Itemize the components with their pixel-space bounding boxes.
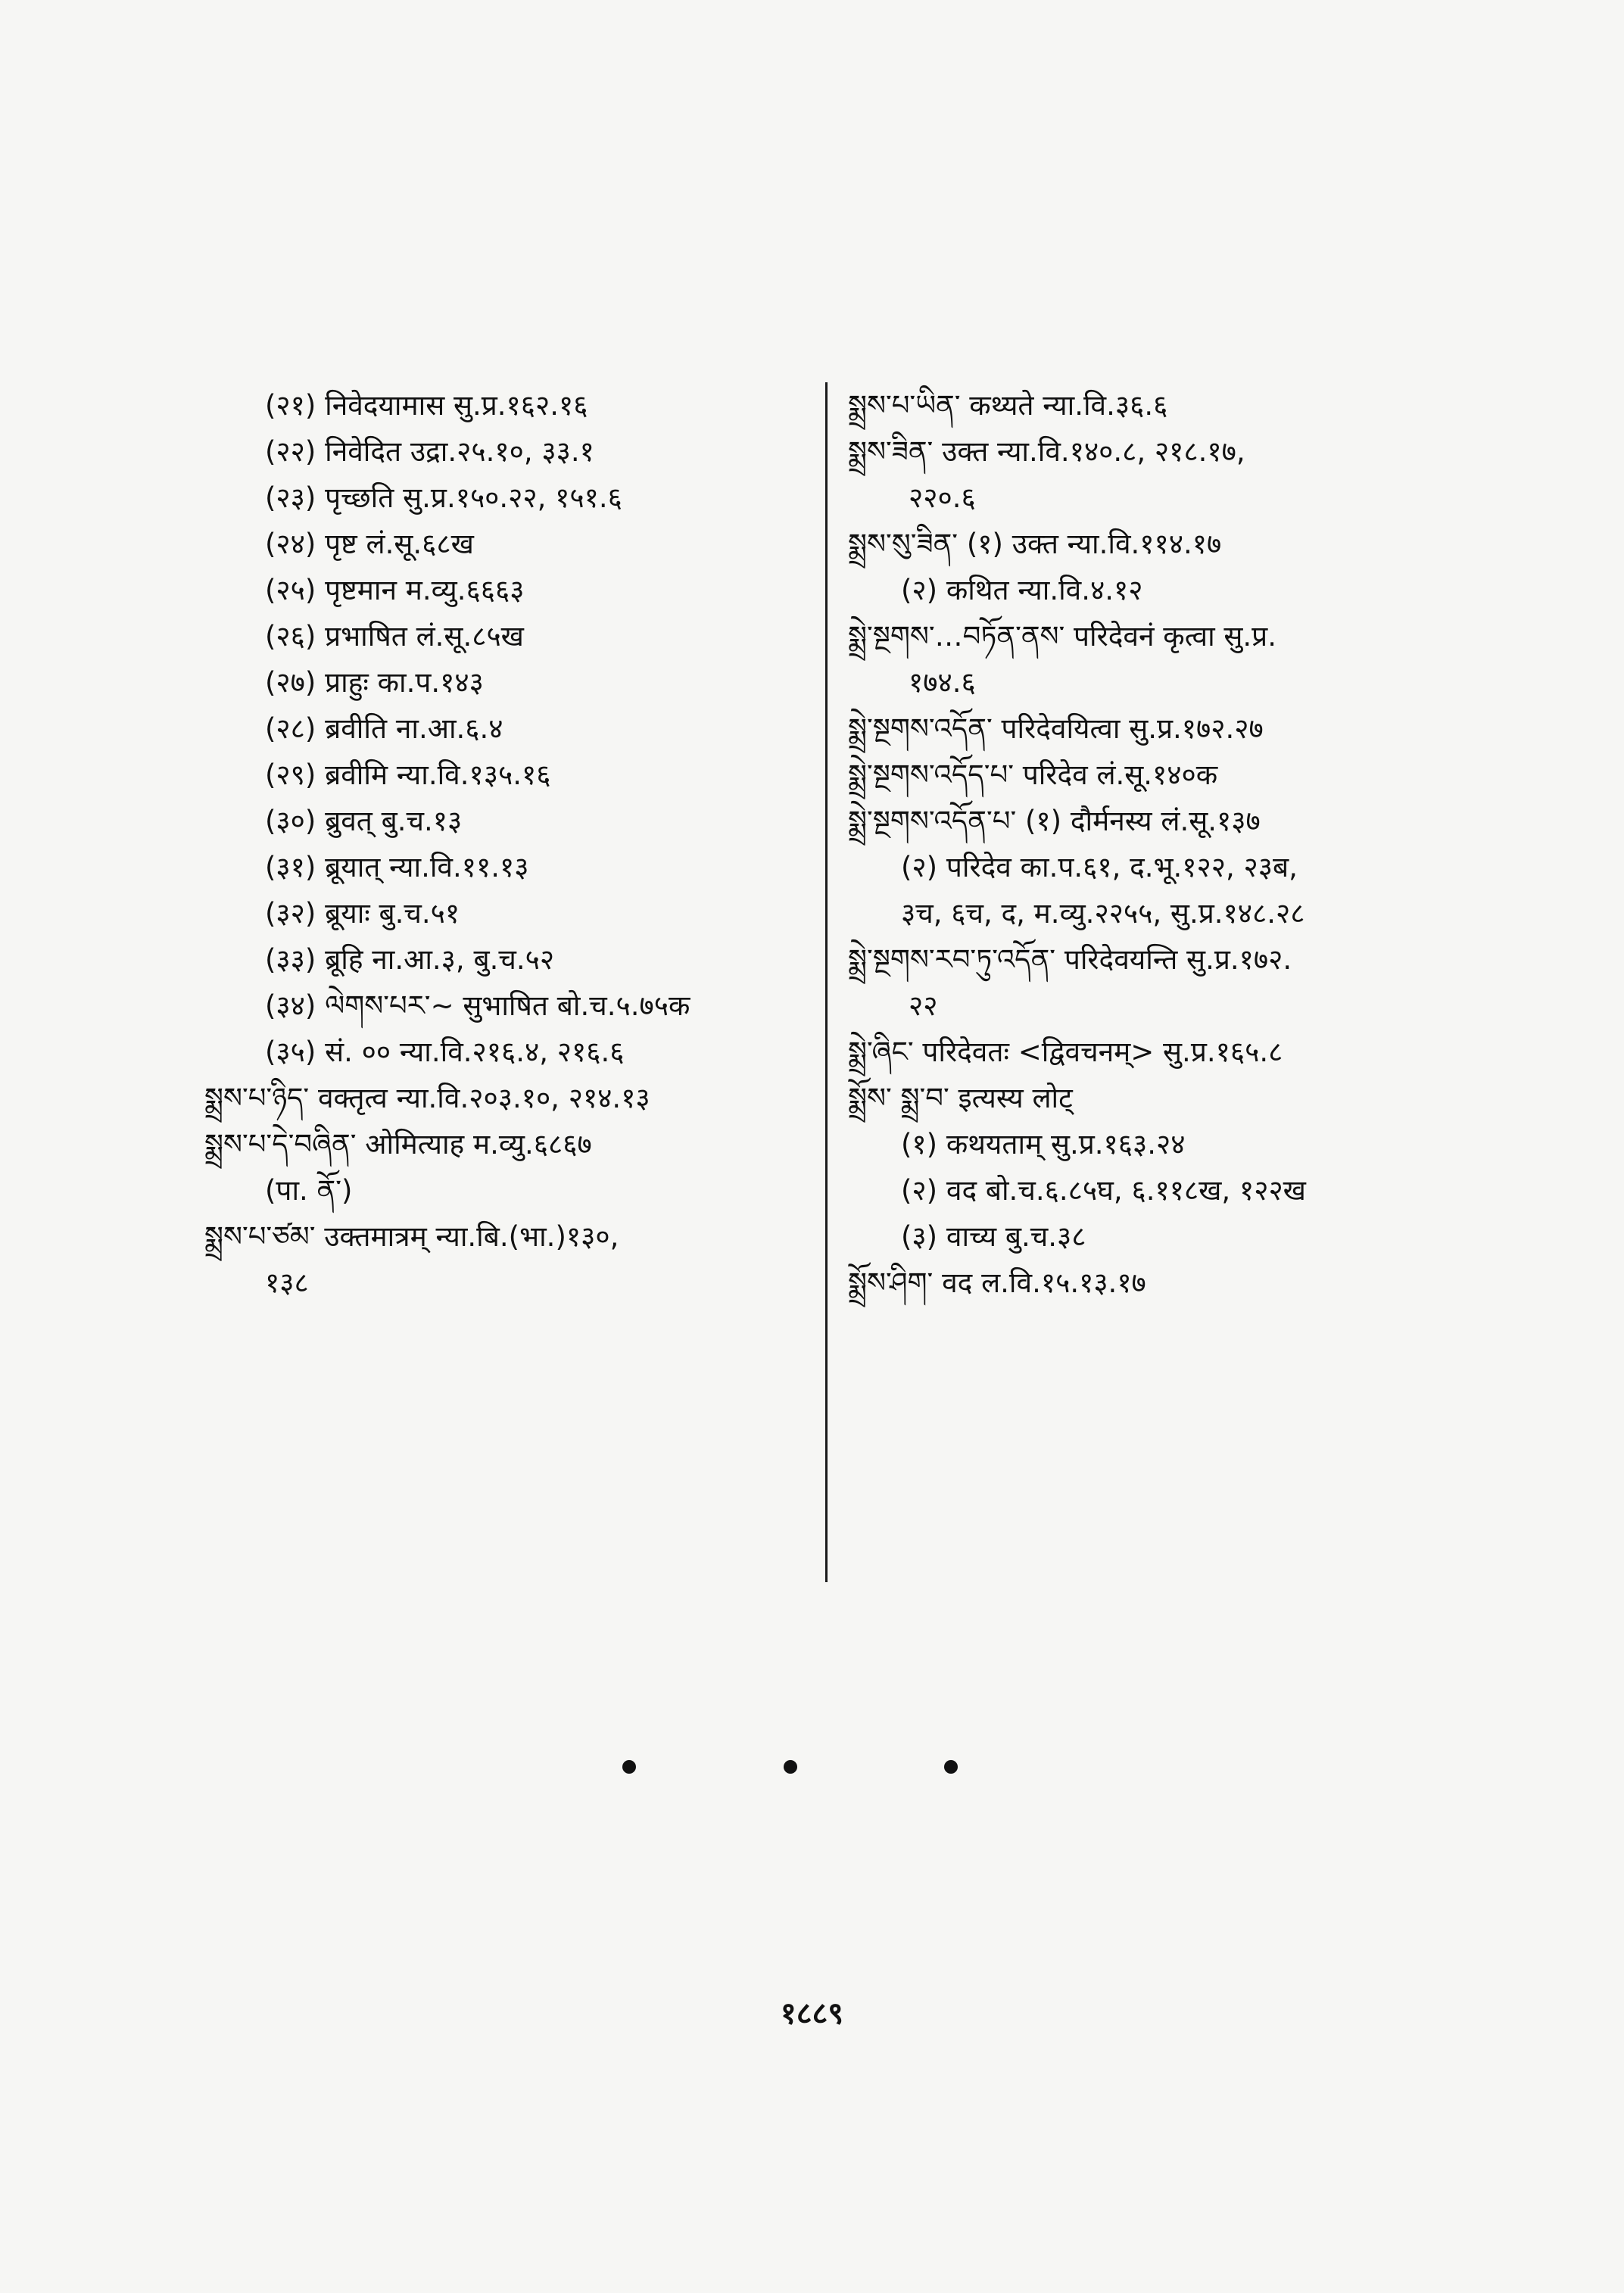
entry: (२२) निवेदित उद्रा.२५.१०, ३३.१ [265,435,594,468]
right-column [848,382,1476,1306]
entry: (२५) पृष्टमान म.व्यु.६६६३ [265,574,525,606]
entry: (२७) प्राहुः का.प.१४३ [265,666,484,699]
entry: (२) परिदेव का.प.६१, द.भू.१२२, २३ब, [901,851,1298,883]
entry: (३३) ब्रूहि ना.आ.३, बु.च.५२ [265,943,555,976]
entry: སྨྲས་ཟིན་ उक्त न्या.वि.१४०.८, २१८.१७, [848,435,1245,468]
entry: (२९) ब्रवीमि न्या.वि.१३५.१६ [265,759,551,791]
entry: སྨྲོས་ཤིག་ वद ल.वि.१५.१३.१७ [848,1266,1146,1299]
entry: སྨྲས་པ་ཡིན་ कथ्यते न्या.वि.३६.६ [848,389,1168,422]
entry: (२१) निवेदयामास सु.प्र.१६२.१६ [265,389,588,422]
entry-continuation: २२ [909,989,938,1022]
entry-continuation: १३८ [265,1266,309,1299]
entry: སྨྲེ་སྔགས་རབ་ཏུ་འདོན་ परिदेवयन्ति सु.प्र.१७२. [848,943,1292,976]
entry: (३५) सं. ०० न्या.वि.२१६.४, २१६.६ [265,1036,625,1068]
star-icon [944,1760,958,1774]
entry: (२३) पृच्छति सु.प्र.१५०.२२, १५१.६ [265,481,622,514]
entry: སྨྲེ་སྔགས་འདོད་པ་ परिदेव लं.सू.१४०क [848,759,1218,791]
entry: སྨྲས་པ་ཉིད་ वक्तृत्व न्या.वि.२०३.१०, २१४.१३ [204,1082,650,1114]
entry-continuation: १७४.६ [909,666,976,699]
entry: (२४) पृष्ट लं.सू.६८ख [265,528,474,560]
entry-continuation: ३च, ६च, द, म.व्यु.२२५५, सु.प्र.१४८.२८ [901,897,1305,930]
entry: སྨྲེ་ཞིང་ परिदेवतः <द्विवचनम्> सु.प्र.१६५.८ [848,1036,1283,1068]
entry: (२) कथित न्या.वि.४.१२ [901,574,1143,606]
entry: (२८) ब्रवीति ना.आ.६.४ [265,712,503,745]
page-number: १८८९ [780,1996,844,2031]
entry: སྨྲེ་སྔགས་འདོན་པ་ (१) दौर्मनस्य लं.सू.१३७ [848,805,1261,837]
entry: (१) कथयताम् सु.प्र.१६३.२४ [901,1128,1186,1161]
entry: (३) वाच्य बु.च.३८ [901,1220,1086,1253]
entry: (२६) प्रभाषित लं.सू.८५ख [265,620,524,653]
star-icon [622,1760,636,1774]
entry: (२) वद बो.च.६.८५घ, ६.११८ख, १२२ख [901,1174,1306,1207]
left-column [204,382,810,1306]
column-divider [825,382,828,1582]
entry: (३२) ब्रूयाः बु.च.५१ [265,897,460,930]
entry: སྨྲས་པ་ཙམ་ उक्तमात्रम् न्या.बि.(भा.)१३०, [204,1220,619,1253]
entry: སྨྲེ་སྔགས་…བཏོན་ནས་ परिदेवनं कृत्वा सु.प्र. [848,620,1277,653]
entry: སྨྲོས་ སྨྲ་བ་ इत्यस्य लोट् [848,1082,1073,1114]
section-separator [0,1760,1624,1790]
entry: སྨྲེ་སྔགས་འདོན་ परिदेवयित्वा सु.प्र.१७२.२७ [848,712,1264,745]
entry: (३१) ब्रूयात् न्या.वि.११.१३ [265,851,529,883]
entry: (३०) ब्रुवत् बु.च.१३ [265,805,463,837]
entry: (३४) ལེགས་པར་~ सुभाषित बो.च.५.७५क [265,989,690,1022]
entry-continuation: २२०.६ [909,481,976,514]
entry: སྨྲས་སུ་ཟིན་ (१) उक्त न्या.वि.११४.१७ [848,528,1222,560]
entry-continuation: (पा. ནོ་) [265,1174,353,1207]
entry: སྨྲས་པ་དེ་བཞིན་ ओमित्याह म.व्यु.६८६७ [204,1128,592,1161]
star-icon [784,1760,797,1774]
